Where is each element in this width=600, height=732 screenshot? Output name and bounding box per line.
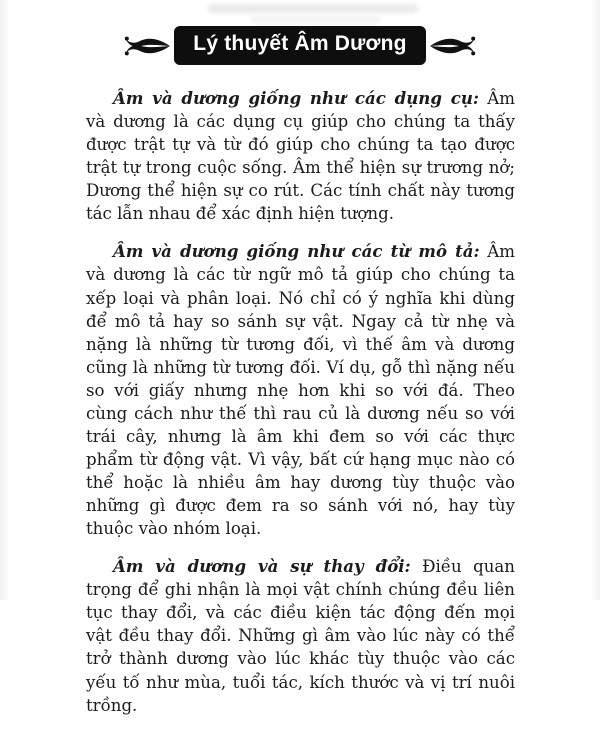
chapter-header [0,27,600,64]
flourish-right-icon [430,33,476,59]
paragraph [86,87,515,225]
page-edge-shadow-right [590,0,600,600]
page-title: Lý thuyết Âm Dương [193,32,407,55]
paragraph-body: Điều quan trọng để ghi nhận là mọi vật chính chúng đều liên tục thay đổi, và các điều kiện tác động đến mọi vật đều thay đổi. Những gì âm vào lúc này có thể trở thành dương vào lúc khác tùy thuộc vào các yếu tố như mùa, tuổi tác, kích thước và vị trí nuôi trồng. [86,557,515,715]
chapter-title-banner [175,27,424,64]
paragraph-body: Âm và dương là các dụng cụ giúp cho chúng ta thấy được trật tự và từ đó giúp cho chúng ta tạo được trật tự trong cuộc sống. Âm thể hiện sự trương nở; Dương thể hiện sự co rút. Các tính chất này tương tác lẫn nhau để xác định hiện tượng. [86,89,515,224]
paragraph [86,240,515,540]
paragraph-body: Âm và dương là các từ ngữ mô tả giúp cho chúng ta xếp loại và phân loại. Nó chỉ có ý nghĩa khi dùng để mô tả hay so sánh sự vật. Ngay cả từ nhẹ và nặng là những từ tương đối, vì thế âm và dương cũng là những từ tương đối. Ví dụ, gỗ thì nặng nếu so với giấy nhưng nhẹ hơn khi so với đá. Theo cùng cách như thế thì rau củ là dương nếu so với trái cây, nhưng là âm khi đem so với các thực phẩm từ động vật. Vì vậy, bất cứ hạng mục nào có thể hoặc là nhiều âm hay dương tùy thuộc vào những gì được đem ra so sánh với nó, hay tùy thuộc vào nhóm loại. [86,242,515,539]
page-body [86,87,515,732]
paragraph [86,555,515,716]
paragraph-lead: Âm và dương và sự thay đổi: [113,556,411,577]
show-through-smudge [208,4,418,13]
paragraph-lead: Âm và dương giống như các dụng cụ: [113,88,480,108]
page-edge-shadow-left [0,0,10,600]
flourish-left-icon [124,33,170,59]
paragraph-lead: Âm và dương giống như các từ mô tả: [113,241,480,262]
show-through-smudge [250,16,380,23]
